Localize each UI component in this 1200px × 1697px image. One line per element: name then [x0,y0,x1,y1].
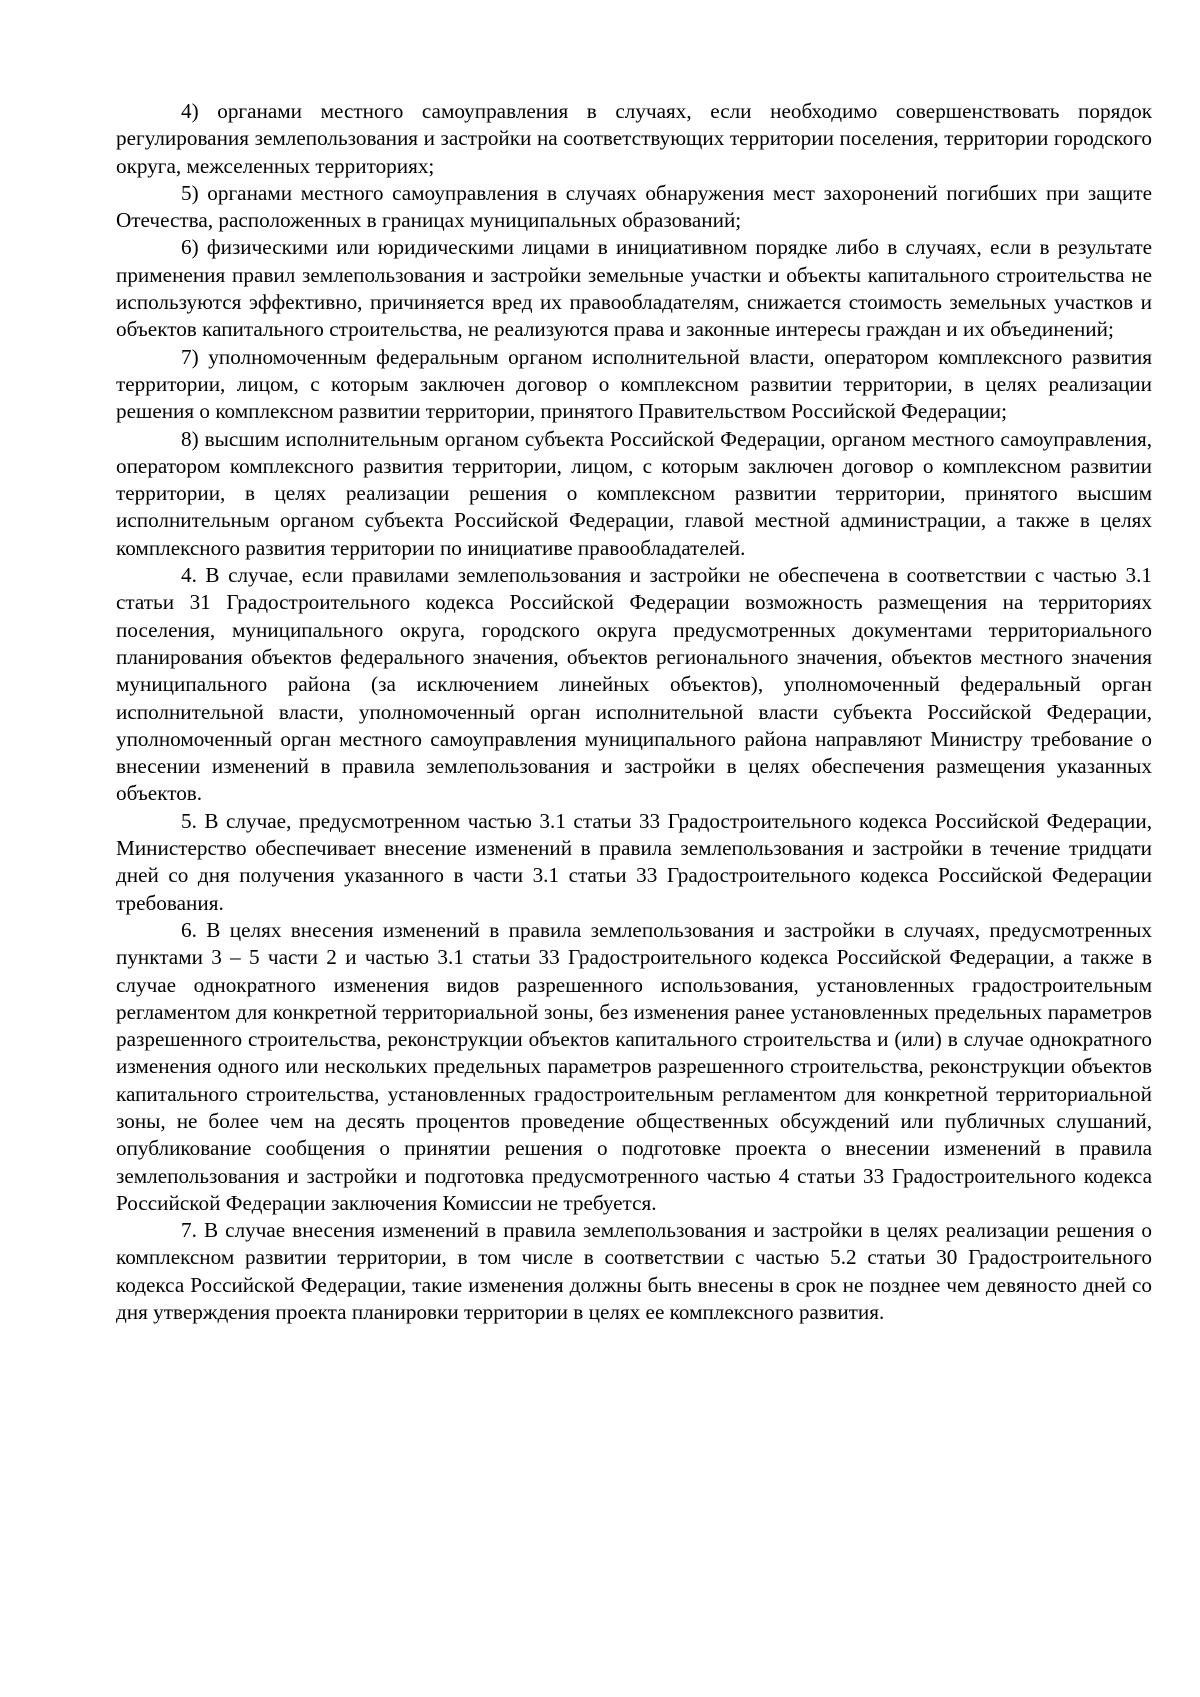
paragraph-item-7: 7) уполномоченным федеральным органом исполнительной власти, оператором комплексного развития территории, лицом, с которым заключен договор о комплексном развитии территории, в целях реализации решения о комплексном развитии территории, принятого Правительством Российской Федерации; [116,344,1152,424]
paragraph-section-4: 4. В случае, если правилами землепользования и застройки не обеспечена в соответствии с частью 3.1 статьи 31 Градостроительного кодекса Российской Федерации возможность размещения на территориях поселения, муниципального округа, городского округа предусмотренных документами территориального планирования объектов федерального значения, объектов регионального значения, объектов местного значения муниципального района (за исключением линейных объектов), уполномоченный федеральный орган исполнительной власти, уполномоченный орган исполнительной власти субъекта Российской Федерации, уполномоченный орган местного самоуправления муниципального района направляют Министру требование о внесении изменений в правила землепользования и застройки в целях обеспечения размещения указанных объектов. [116,563,1152,806]
paragraph-item-4: 4) органами местного самоуправления в случаях, если необходимо совершенствовать порядок регулирования землепользования и застройки на соответствующих территории поселения, территории городского округа, межселенных территориях; [116,99,1152,178]
paragraph-section-5: 5. В случае, предусмотренном частью 3.1 статьи 33 Градостроительного кодекса Российской Федерации, Министерство обеспечивает внесение изменений в правила землепользования и застройки в течение тридцати дней со дня получения указанного в части 3.1 статьи 33 Градостроительного кодекса Российской Федерации требования. [116,808,1152,915]
paragraph-section-7: 7. В случае внесения изменений в правила землепользования и застройки в целях реализации решения о комплексном развитии территории, в том числе в соответствии с частью 5.2 статьи 30 Градостроительного кодекса Российской Федерации, такие изменения должны быть внесены в срок не позднее чем девяносто дней со дня утверждения проекта планировки территории в целях ее комплексного развития. [116,1218,1152,1325]
paragraph-item-5: 5) органами местного самоуправления в случаях обнаружения мест захоронений погибших при защите Отечества, расположенных в границах муниципальных образований; [116,180,1152,233]
paragraph-section-6: 6. В целях внесения изменений в правила землепользования и застройки в случаях, предусмотренных пунктами 3 – 5 части 2 и частью 3.1 статьи 33 Градостроительного кодекса Российской Федерации, а также в случае однократного изменения видов разрешенного использования, установленных градостроительным регламентом для конкретной территориальной зоны, без изменения ранее установленных предельных параметров разрешенного строительства, реконструкции объектов капитального строительства и (или) в случае однократного изменения одного или нескольких предельных параметров разрешенного строительства, реконструкции объектов капитального строительства, установленных градостроительным регламентом для конкретной территориальной зоны, не более чем на десять процентов проведение общественных обсуждений или публичных слушаний, опубликование сообщения о принятии решения о подготовке проекта о внесении изменений в правила землепользования и застройки и подготовка предусмотренного частью 4 статьи 33 Градостроительного кодекса Российской Федерации заключения Комиссии не требуется. [116,917,1152,1215]
paragraph-item-8: 8) высшим исполнительным органом субъекта Российской Федерации, органом местного самоуправления, оператором комплексного развития территории, лицом, с которым заключен договор о комплексном развитии территории, в целях реализации решения о комплексном развитии территории, принятого высшим исполнительным органом субъекта Российской Федерации, главой местной администрации, а также в целях комплексного развития территории по инициативе правообладателей. [116,426,1152,560]
document-page [116,98,1152,1326]
paragraph-item-6: 6) физическими или юридическими лицами в инициативном порядке либо в случаях, если в результате применения правил землепользования и застройки земельные участки и объекты капитального строительства не используются эффективно, причиняется вред их правообладателям, снижается стоимость земельных участков и объектов капитального строительства, не реализуются права и законные интересы граждан и их объединений; [116,235,1152,342]
